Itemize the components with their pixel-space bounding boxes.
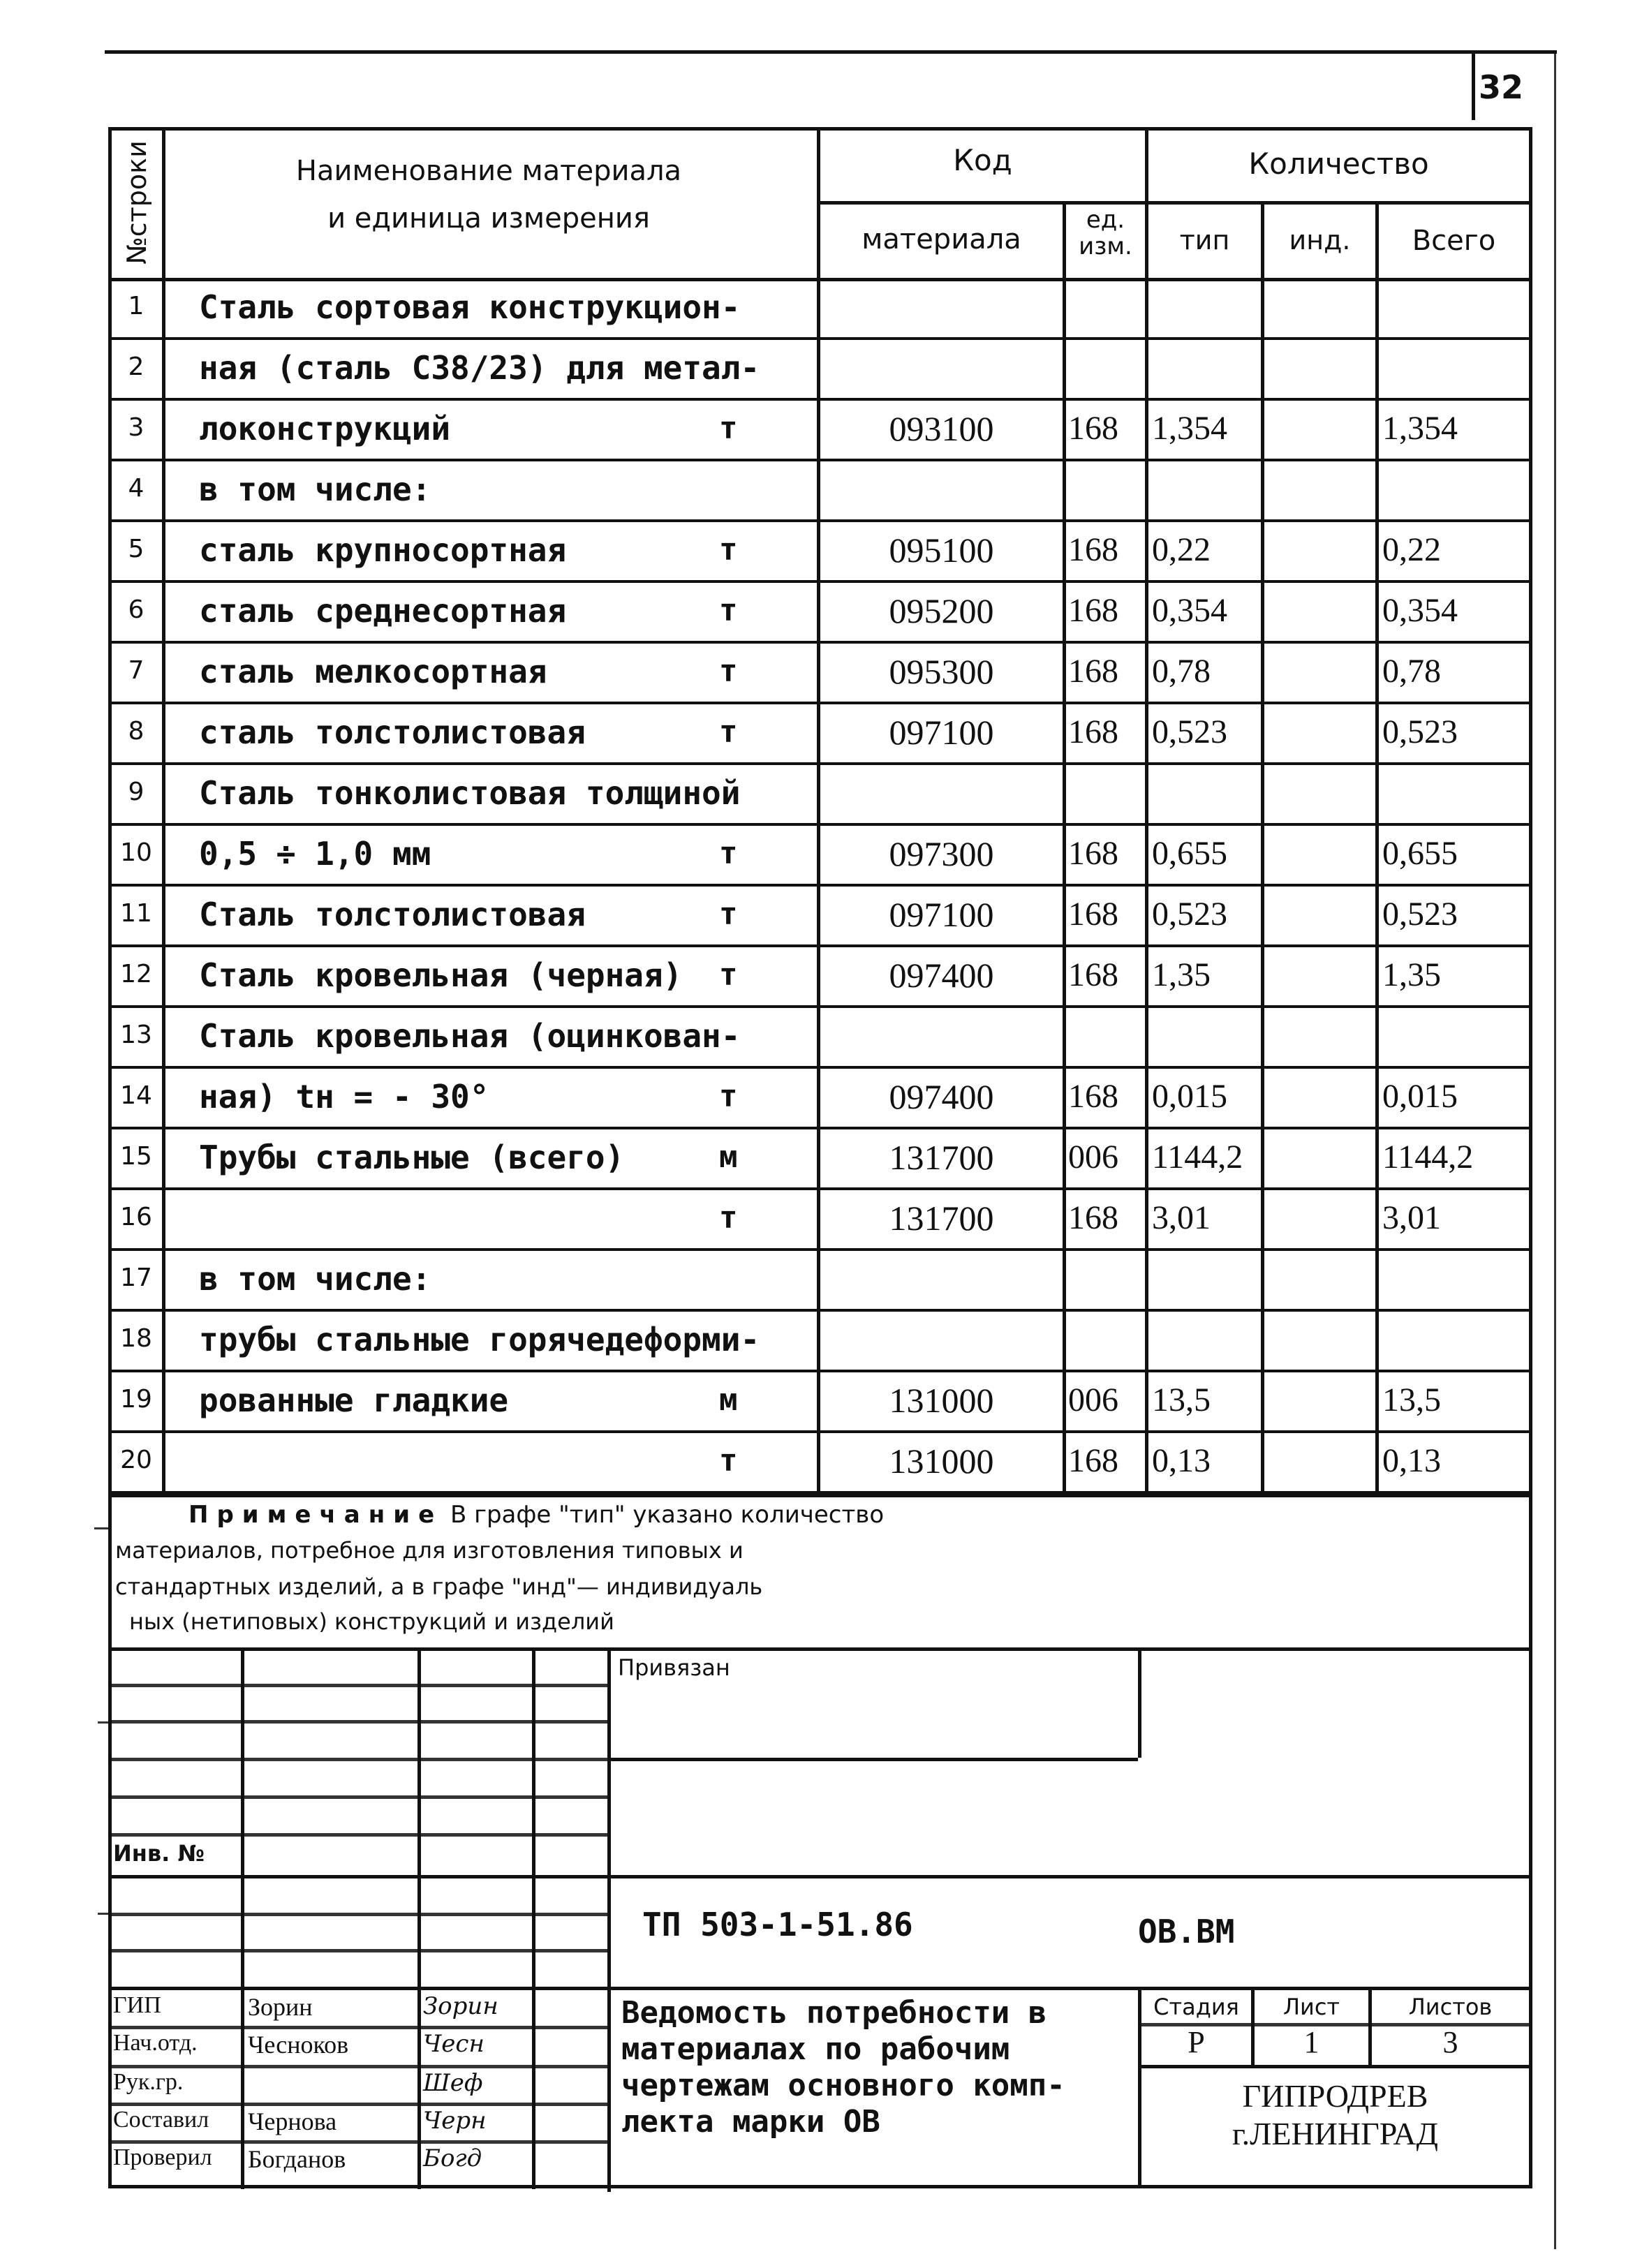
sheets-value: 3 xyxy=(1442,2025,1458,2059)
material-unit-cell: т xyxy=(719,1078,738,1114)
left-tick-1 xyxy=(94,1527,110,1529)
material-code-cell: 131700 xyxy=(889,1198,994,1238)
privyazan-box-right xyxy=(1138,1647,1141,1758)
row-separator xyxy=(108,702,1532,704)
type-qty-cell: 0,015 xyxy=(1152,1077,1227,1115)
material-code-cell: 131000 xyxy=(889,1441,994,1481)
material-code-cell: 097300 xyxy=(889,833,994,873)
stamp-row-8 xyxy=(108,1949,607,1952)
unit-col-header-text: ед. изм. xyxy=(1079,206,1132,260)
material-name-cell: ная) tн = - 30° xyxy=(199,1077,489,1116)
row-number-cell: 1 xyxy=(128,291,145,320)
row-separator xyxy=(108,1127,1532,1129)
material-unit-cell: т xyxy=(719,653,738,689)
row-separator xyxy=(108,1309,1532,1312)
material-unit-cell: т xyxy=(719,531,738,568)
material-name-cell: Сталь тонколистовая толщиной xyxy=(199,773,741,812)
material-name-cell: Сталь кровельная (черная) xyxy=(199,956,683,994)
row-separator xyxy=(108,944,1532,947)
row-number-cell: 15 xyxy=(120,1141,152,1171)
unit-code-cell: 168 xyxy=(1068,834,1118,872)
row-number-cell: 17 xyxy=(120,1263,152,1292)
material-name-cell: сталь мелкосортная xyxy=(199,652,547,690)
note-label: Примечание xyxy=(188,1501,443,1529)
row-separator xyxy=(108,459,1532,461)
type-qty-cell: 0,78 xyxy=(1152,652,1211,690)
drawing-mark: ОВ.ВМ xyxy=(1138,1913,1235,1950)
stamp-row-10 xyxy=(108,2026,607,2029)
row-number-cell: 11 xyxy=(120,898,152,928)
project-code: ТП 503-1-51.86 xyxy=(642,1906,913,1943)
unit-code-cell: 168 xyxy=(1068,1077,1118,1115)
material-unit-cell: м xyxy=(719,1139,738,1175)
person-name: Чернова xyxy=(248,2107,337,2135)
material-code-cell: 095300 xyxy=(889,651,994,691)
col-line-unit xyxy=(1145,127,1148,1495)
unit-code-cell: 168 xyxy=(1068,531,1118,568)
privyazan-box-bottom xyxy=(607,1758,1138,1761)
row-separator xyxy=(108,641,1532,644)
person-name: Зорин xyxy=(248,1993,313,2021)
org-name: ГИПРОДРЕВ xyxy=(1242,2078,1428,2114)
row-number-cell: 8 xyxy=(128,716,145,746)
sheet-value: 1 xyxy=(1303,2025,1319,2059)
role-label: ГИП xyxy=(113,1992,161,2018)
material-name-cell: рованные гладкие xyxy=(199,1381,509,1419)
row-number-cell: 10 xyxy=(120,838,152,867)
material-code-cell: 097100 xyxy=(889,712,994,752)
row-separator xyxy=(108,1005,1532,1008)
unit-code-cell: 168 xyxy=(1068,895,1118,933)
material-name-cell: сталь толстолистовая xyxy=(199,713,586,751)
material-code-cell: 093100 xyxy=(889,408,994,448)
stamp-row-9 xyxy=(108,1987,1532,1990)
row-number-cell: 4 xyxy=(128,473,145,503)
stamp-col-d xyxy=(607,1647,611,2192)
material-name-cell: локонструкций xyxy=(199,409,451,447)
code-group-header: Код xyxy=(953,143,1012,177)
total-qty-cell: 1,35 xyxy=(1382,956,1441,993)
material-name-cell: Сталь сортовая конструкцион- xyxy=(199,288,741,326)
material-unit-cell: т xyxy=(719,896,738,932)
role-label: Рук.гр. xyxy=(113,2069,184,2095)
name-header-line2: и единица измерения xyxy=(327,202,650,235)
type-qty-cell: 1,354 xyxy=(1152,409,1227,447)
row-separator xyxy=(108,1430,1532,1433)
total-col-header: Всего xyxy=(1412,225,1496,257)
unit-code-cell: 168 xyxy=(1068,956,1118,993)
note-text-1: В графе "тип" указано количество xyxy=(450,1501,885,1529)
signature-mark: Богд xyxy=(423,2144,482,2172)
header-bottom-border xyxy=(108,278,1532,281)
type-qty-cell: 0,13 xyxy=(1152,1441,1211,1479)
unit-col-header xyxy=(1066,207,1145,260)
type-qty-cell: 1,35 xyxy=(1152,956,1211,993)
material-name-cell: 0,5 ÷ 1,0 мм xyxy=(199,834,431,873)
row-separator xyxy=(108,762,1532,765)
stamp-title-line2: материалах по рабочим xyxy=(621,2031,1010,2067)
material-name-cell: Трубы стальные (всего) xyxy=(199,1138,625,1176)
stamp-bottom-border xyxy=(108,2185,1532,2188)
material-unit-cell: т xyxy=(719,1442,738,1478)
sheets-label: Листов xyxy=(1408,1994,1493,2020)
row-number-cell: 20 xyxy=(120,1445,152,1474)
left-tick-2 xyxy=(98,1721,110,1724)
row-separator xyxy=(108,884,1532,887)
row-separator xyxy=(108,1370,1532,1372)
material-col-header: материала xyxy=(862,223,1021,255)
type-qty-cell: 1144,2 xyxy=(1152,1138,1243,1176)
unit-code-cell: 168 xyxy=(1068,1441,1118,1479)
right-margin-line xyxy=(1554,50,1556,2249)
material-name-cell: Сталь толстолистовая xyxy=(199,895,586,933)
total-qty-cell: 3,01 xyxy=(1382,1199,1441,1236)
total-qty-cell: 1,354 xyxy=(1382,409,1458,447)
type-col-header: тип xyxy=(1179,225,1230,255)
privyazan-label: Привязан xyxy=(618,1654,730,1681)
type-qty-cell: 0,655 xyxy=(1152,834,1227,872)
total-qty-cell: 0,655 xyxy=(1382,834,1458,872)
type-qty-cell: 0,354 xyxy=(1152,591,1227,629)
material-unit-cell: т xyxy=(719,835,738,871)
col-line-rownum xyxy=(162,127,165,1495)
row-number-cell: 2 xyxy=(128,352,145,381)
type-qty-cell: 0,523 xyxy=(1152,713,1227,750)
stamp-row-6 xyxy=(108,1875,1532,1878)
stamp-row-1 xyxy=(108,1684,607,1687)
note-line4: ных (нетиповых) конструкций и изделий xyxy=(129,1608,614,1635)
stamp-title-line3: чертежам основного комп- xyxy=(621,2068,1065,2103)
row-separator xyxy=(108,580,1532,583)
col-line-type xyxy=(1261,201,1264,1495)
stage-label: Стадия xyxy=(1153,1994,1239,2020)
stage-block-bottom xyxy=(1138,2065,1532,2068)
stamp-row-13 xyxy=(108,2140,607,2144)
row-number-cell: 19 xyxy=(120,1384,152,1414)
total-qty-cell: 0,354 xyxy=(1382,591,1458,629)
quantity-group-header: Количество xyxy=(1248,147,1429,181)
total-qty-cell: 0,015 xyxy=(1382,1077,1458,1115)
person-name: Богданов xyxy=(248,2145,346,2173)
material-unit-cell: т xyxy=(719,956,738,993)
stamp-row-12 xyxy=(108,2103,607,2106)
inv-number-label: Инв. № xyxy=(113,1840,205,1867)
material-name-cell: трубы стальные горячедеформи- xyxy=(199,1320,760,1358)
role-label: Составил xyxy=(113,2107,209,2133)
row-number-cell: 16 xyxy=(120,1202,152,1231)
type-qty-cell: 0,22 xyxy=(1152,531,1211,568)
page-number: 32 xyxy=(1479,68,1524,106)
total-qty-cell: 1144,2 xyxy=(1382,1138,1474,1176)
stamp-row-5 xyxy=(108,1833,607,1837)
type-qty-cell: 3,01 xyxy=(1152,1199,1211,1236)
page-number-box-left xyxy=(1472,50,1475,120)
material-unit-cell: т xyxy=(719,592,738,628)
material-code-cell: 097400 xyxy=(889,1076,994,1116)
unit-code-cell: 006 xyxy=(1068,1138,1118,1176)
row-separator xyxy=(108,823,1532,826)
row-number-cell: 5 xyxy=(128,534,145,563)
stamp-row-3 xyxy=(108,1758,607,1761)
col-line-name xyxy=(817,127,820,1495)
role-label: Нач.отд. xyxy=(113,2030,198,2056)
unit-code-cell: 168 xyxy=(1068,1199,1118,1236)
material-unit-cell: т xyxy=(719,1199,738,1236)
row-separator xyxy=(108,1066,1532,1069)
row-number-header: №строки xyxy=(121,140,152,265)
material-unit-cell: м xyxy=(719,1381,738,1418)
stamp-row-7 xyxy=(108,1913,607,1916)
table-top-border xyxy=(108,127,1532,131)
type-qty-cell: 13,5 xyxy=(1152,1381,1211,1418)
left-tick-3 xyxy=(98,1913,110,1915)
row-separator xyxy=(108,519,1532,522)
material-unit-cell: т xyxy=(719,410,738,446)
total-qty-cell: 0,22 xyxy=(1382,531,1441,568)
row-number-cell: 9 xyxy=(128,777,145,806)
org-city: г.ЛЕНИНГРАД xyxy=(1232,2116,1439,2151)
unit-code-cell: 006 xyxy=(1068,1381,1118,1418)
signature-mark: Черн xyxy=(423,2107,487,2135)
table-bottom-border xyxy=(108,1494,1532,1497)
unit-code-cell: 168 xyxy=(1068,713,1118,750)
stamp-row-11 xyxy=(108,2065,607,2068)
stamp-title-line4: лекта марки ОВ xyxy=(621,2104,880,2140)
material-code-cell: 097400 xyxy=(889,955,994,995)
row-separator xyxy=(108,1187,1532,1190)
note-line1 xyxy=(188,1501,884,1529)
col-line-code xyxy=(1063,201,1066,1495)
stage-value: Р xyxy=(1188,2025,1205,2059)
row-separator xyxy=(108,398,1532,401)
row-number-cell: 7 xyxy=(128,655,145,685)
material-code-cell: 097100 xyxy=(889,894,994,934)
row-number-cell: 3 xyxy=(128,413,145,442)
role-label: Проверил xyxy=(113,2144,212,2170)
name-header-line1: Наименование материала xyxy=(295,155,682,187)
row-number-cell: 6 xyxy=(128,595,145,624)
signature-mark: Шеф xyxy=(423,2069,483,2097)
row-number-cell: 13 xyxy=(120,1020,152,1049)
material-name-cell: Сталь кровельная (оцинкован- xyxy=(199,1016,741,1055)
row-separator xyxy=(108,337,1532,340)
material-code-cell: 131000 xyxy=(889,1380,994,1420)
material-name-cell: сталь среднесортная xyxy=(199,591,567,630)
material-code-cell: 095200 xyxy=(889,591,994,630)
material-code-cell: 131700 xyxy=(889,1137,994,1177)
row-number-cell: 12 xyxy=(120,959,152,988)
top-rule xyxy=(105,50,1557,54)
row-number-cell: 14 xyxy=(120,1081,152,1110)
total-qty-cell: 0,78 xyxy=(1382,652,1441,690)
stamp-row-2 xyxy=(108,1720,607,1724)
signature-mark: Зорин xyxy=(423,1992,498,2020)
total-qty-cell: 0,523 xyxy=(1382,895,1458,933)
material-name-cell: в том числе: xyxy=(199,1259,431,1298)
header-split-line xyxy=(817,201,1532,205)
ind-col-header: инд. xyxy=(1289,225,1351,255)
type-qty-cell: 0,523 xyxy=(1152,895,1227,933)
stamp-top-border xyxy=(108,1647,1532,1651)
unit-code-cell: 168 xyxy=(1068,652,1118,690)
material-name-cell: в том числе: xyxy=(199,470,431,508)
col-line-ind xyxy=(1375,201,1379,1495)
row-separator xyxy=(108,1248,1532,1251)
stamp-row-4 xyxy=(108,1795,607,1799)
note-line3: стандартных изделий, а в графе "инд"— индивидуаль xyxy=(115,1573,763,1600)
material-code-cell: 095100 xyxy=(889,530,994,570)
row-number-cell: 18 xyxy=(120,1324,152,1353)
unit-code-cell: 168 xyxy=(1068,591,1118,629)
material-unit-cell: т xyxy=(719,713,738,750)
note-line2: материалов, потребное для изготовления типовых и xyxy=(115,1537,744,1564)
total-qty-cell: 0,13 xyxy=(1382,1441,1441,1479)
sheet-label: Лист xyxy=(1282,1994,1340,2020)
total-qty-cell: 13,5 xyxy=(1382,1381,1441,1418)
stamp-title-line1: Ведомость потребности в xyxy=(621,1995,1047,2031)
unit-code-cell: 168 xyxy=(1068,409,1118,447)
material-name-cell: сталь крупносортная xyxy=(199,531,567,569)
total-qty-cell: 0,523 xyxy=(1382,713,1458,750)
material-name-cell: ная (сталь С38/23) для метал- xyxy=(199,348,760,387)
signature-mark: Чесн xyxy=(423,2030,485,2058)
person-name: Чесноков xyxy=(248,2031,349,2059)
